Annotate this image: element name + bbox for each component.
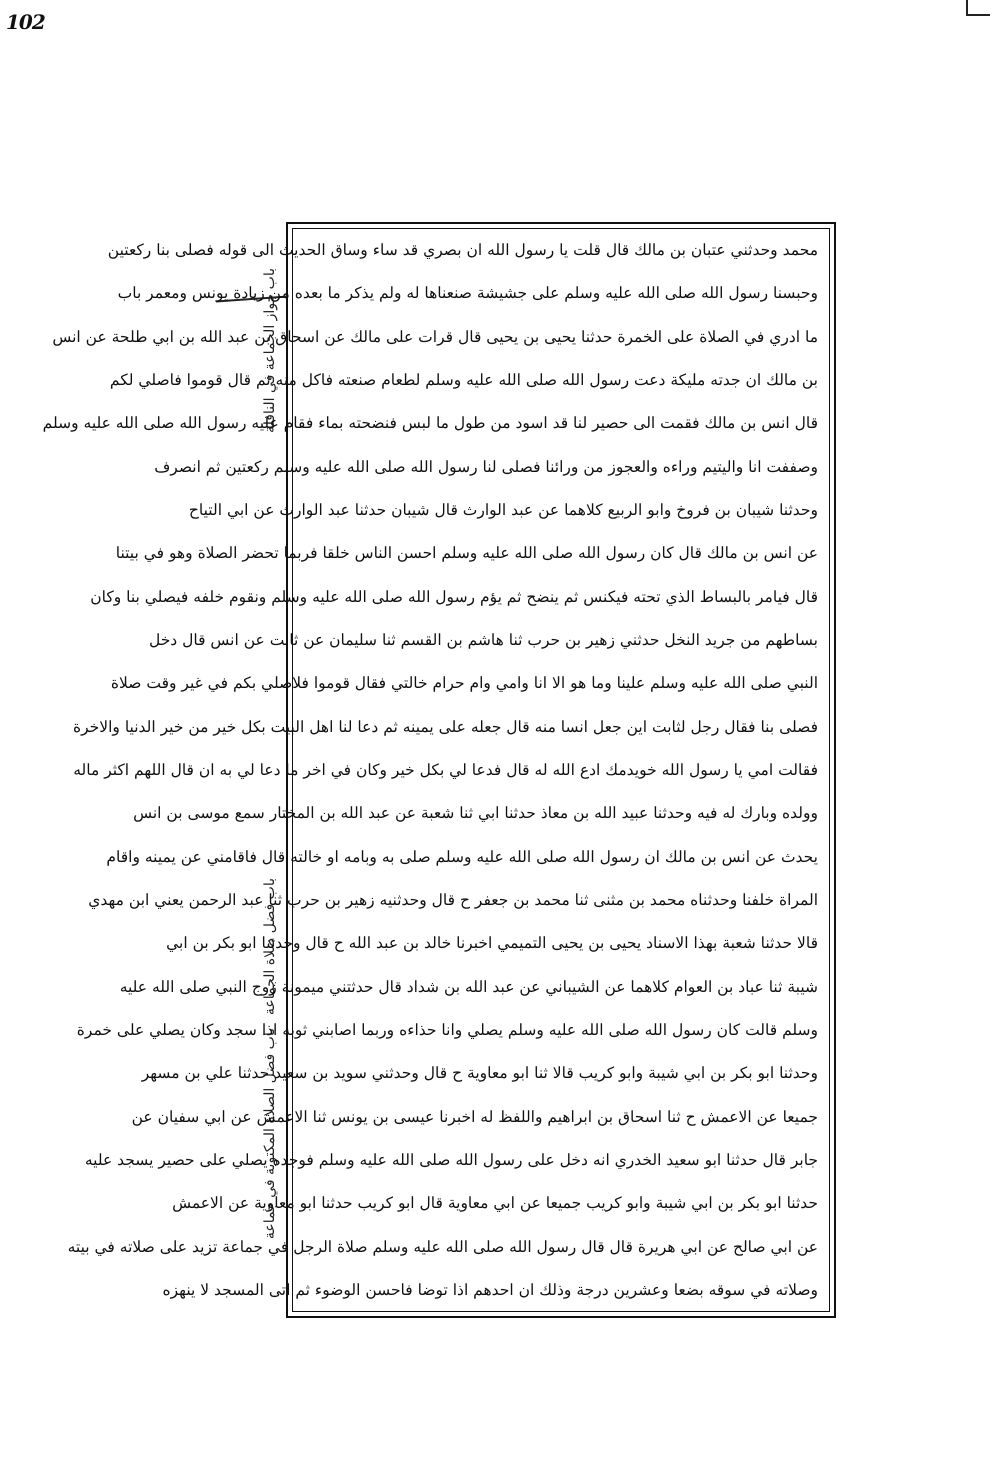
text-line: قالا حدثنا شعبة بهذا الاسناد يحيى بن يحيى التميمي اخبرنا خالد بن عبد الله ح قال وحدثنا ابو بكر بن ابي xyxy=(166,934,818,953)
text-line: محمد وحدثني عتبان بن مالك قال قلت يا رسول الله ان بصري قد ساء وساق الحديث الى قوله فصلى بنا ركعتين xyxy=(107,241,818,259)
text-line: المراة خلفنا وحدثناه محمد بن مثنى ثنا محمد بن جعفر ح قال وحدثنيه زهير بن حرب ثنا عبد الرحمن يعني ابن مهدي xyxy=(88,890,818,909)
text-line: حدثنا ابو بكر بن ابي شيبة وابو كريب جميعا عن ابي معاوية قال ابو كريب حدثنا ابو معاوية عن الاعمش xyxy=(172,1194,818,1213)
text-line: النبي صلى الله عليه وسلم علينا وما هو الا انا وامي وام حرام خالتي فقال قوموا فلاصلي بكم في غير وقت صلاة xyxy=(110,674,818,693)
text-line: وسلم قالت كان رسول الله صلى الله عليه وسلم يصلي وانا حذاءه وربما اصابني ثوبه اذا سجد وكان يصلي على خمرة xyxy=(76,1020,818,1039)
text-line: وولده وبارك له فيه وحدثنا عبيد الله بن معاذ حدثنا ابي ثنا شعبة عن عبد الله بن المختار سمع موسى بن انس xyxy=(133,804,818,823)
margin-note-heading: باب فضل صلاة الجماعة xyxy=(262,878,278,1016)
text-line: وحدثنا شيبان بن فروخ وابو الربيع كلاهما عن عبد الوارث قال شيبان حدثنا عبد الوارث عن ابي التياح xyxy=(188,500,818,519)
text-line: وحدثنا ابو بكر بن ابي شيبة وابو كريب قالا ثنا ابو معاوية ح قال وحدثني سويد بن سعيد حدثنا علي بن مسهر xyxy=(141,1064,818,1083)
text-line: بن مالك ان جدته مليكة دعت رسول الله صلى الله عليه وسلم لطعام صنعته فاكل منه ثم قال قوموا فاصلي لكم xyxy=(109,370,818,389)
text-line: وصففت انا واليتيم وراءه والعجوز من ورائنا فصلى لنا رسول الله صلى الله عليه وسلم ركعتين ثم انصرف xyxy=(154,457,818,476)
text-line: جميعا عن الاعمش ح ثنا اسحاق بن ابراهيم واللفظ له اخبرنا عيسى بن يونس ثنا الاعمش عن ابي سفيان عن xyxy=(131,1107,818,1126)
text-line: عن انس بن مالك قال كان رسول الله صلى الله عليه وسلم احسن الناس خلقا فربما تحضر الصلاة وهو في بيتنا xyxy=(115,544,818,563)
text-line: بساطهم من جريد النخل حدثني زهير بن حرب ثنا هاشم بن القسم ثنا سليمان عن ثابت عن انس قال دخل xyxy=(148,630,818,649)
corner-tick-mark xyxy=(966,0,990,16)
text-line: وصلاته في سوقه بضعا وعشرين درجة وذلك ان احدهم اذا توضا فاحسن الوضوء ثم اتى المسجد لا ينهزه xyxy=(162,1280,818,1299)
text-line: ما ادري في الصلاة على الخمرة حدثنا يحيى بن يحيى قال قرات على مالك عن اسحاق بن عبد الله بن ابي طلحة عن انس xyxy=(52,327,818,346)
margin-note-heading: باب فضل الصلاة المكتوبة في جماعة xyxy=(262,1028,278,1240)
text-line: يحدث عن انس بن مالك ان رسول الله صلى الله عليه وسلم صلى به وبامه او خالته قال فاقامني عن يمينه واقام xyxy=(106,847,818,866)
text-line: عن ابي صالح عن ابي هريرة قال قال رسول الله صلى الله عليه وسلم صلاة الرجل في جماعة تزيد على صلاته في بيته xyxy=(67,1237,818,1256)
margin-note-heading: باب جواز الجماعة في النافلة xyxy=(262,268,278,433)
text-line: قال انس بن مالك فقمت الى حصير لنا قد اسود من طول ما لبس فنضحته بماء فقام عليه رسول الله صلى الله عليه وسلم xyxy=(42,414,818,433)
text-line: جابر قال حدثنا ابو سعيد الخدري انه دخل على رسول الله صلى الله عليه وسلم فوجده يصلي على حصير يسجد عليه xyxy=(84,1150,818,1169)
text-line: قال فيامر بالبساط الذي تحته فيكنس ثم ينضح ثم يؤم رسول الله صلى الله عليه وسلم ونقوم خلفه فيصلي بنا وكان xyxy=(90,587,818,606)
folio-number: 102 xyxy=(6,10,45,34)
text-line: شيبة ثنا عباد بن العوام كلاهما عن الشيباني عن عبد الله بن شداد قال حدثتني ميمونة زوج النبي صلى الله عليه xyxy=(119,977,818,996)
text-line: فصلى بنا فقال رجل لثابت اين جعل انسا منه قال جعله على يمينه ثم دعا لنا اهل البيت بكل خير من خير الدنيا والاخرة xyxy=(73,717,818,736)
text-line: فقالت امي يا رسول الله خويدمك ادع الله له قال فدعا لي بكل خير وكان في اخر ما دعا لي به ان قال اللهم اكثر ماله xyxy=(73,760,818,779)
text-line: وحبسنا رسول الله صلى الله عليه وسلم على جشيشة صنعناها له ولم يذكر ما بعده من زيادة يونس ومعمر باب xyxy=(117,284,818,303)
